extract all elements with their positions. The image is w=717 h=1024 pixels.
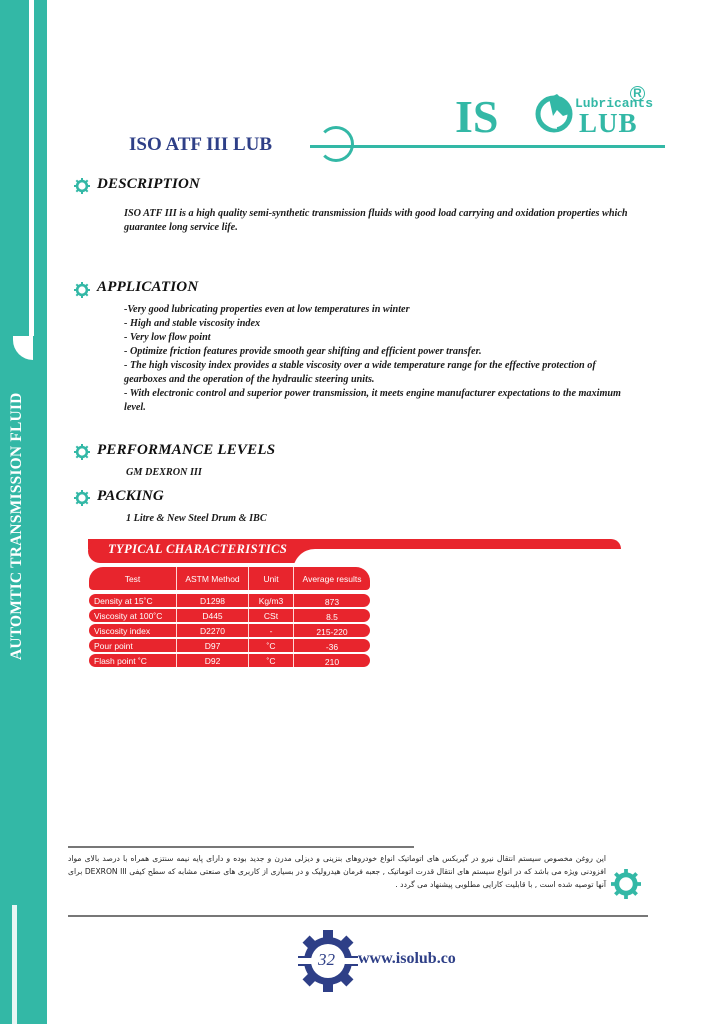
description-text: ISO ATF III is a high quality semi-synthetic transmission fluids with good load carrying and oxidation properties which guarantee long service life. (124, 208, 628, 233)
isolub-logo (445, 88, 665, 148)
table-header-row (89, 567, 370, 590)
cell-result: 8.5 (326, 612, 338, 622)
logo-lub-text: LUB (579, 108, 638, 138)
table-row (89, 609, 370, 622)
header-unit: Unit (249, 567, 294, 590)
description-heading: DESCRIPTION (97, 176, 201, 192)
cell-test: Viscosity index (89, 624, 177, 637)
header-average-results: Average results (302, 573, 362, 584)
packing-text: 1 Litre & New Steel Drum & IBC (126, 513, 267, 524)
application-list (124, 303, 639, 415)
cell-method: D2270 (177, 624, 249, 637)
horse-head-icon (535, 92, 573, 134)
cell-result: -36 (325, 642, 339, 652)
logo-lubricants-text: Lubricants (575, 96, 654, 111)
application-item: - Very low flow point (124, 332, 211, 343)
sidebar-bar-thin (34, 0, 47, 1024)
cell-unit: ˚C (249, 639, 294, 652)
cell-test: Flash point ˚C (89, 654, 177, 667)
footer-divider-bottom (68, 915, 648, 917)
gear-icon (74, 282, 90, 298)
application-item: - High and stable viscosity index (124, 318, 261, 329)
gear-icon (74, 490, 90, 506)
footer-divider-top (68, 846, 414, 848)
header-astm-method: ASTM Method (177, 567, 249, 590)
registered-mark-icon: R (630, 86, 645, 101)
cell-test: Pour point (89, 639, 177, 652)
gear-icon (74, 444, 90, 460)
table-row (89, 624, 370, 637)
cell-unit: - (249, 624, 294, 637)
vertical-category-title: AUTOMTIC TRANSMISSION FLUID (8, 392, 25, 660)
cell-unit: Kg/m3 (249, 594, 294, 607)
gear-icon (611, 869, 641, 899)
cell-method: D97 (177, 639, 249, 652)
header-test: Test (89, 567, 177, 590)
application-heading: APPLICATION (97, 279, 199, 295)
cell-method: D445 (177, 609, 249, 622)
website-link[interactable]: www.isolub.co (358, 950, 456, 967)
performance-heading: PERFORMANCE LEVELS (97, 442, 276, 458)
cell-test: Viscosity at 100˚C (89, 609, 177, 622)
application-item: - The high viscosity index provides a stable viscosity over a wide temperature range for the effective protection of gearboxes and the operation of the hydraulic steering units. (124, 360, 596, 385)
application-item: - With electronic control and superior power transmission, it meets engine manufacturer expectations to the maximum level. (124, 388, 621, 413)
characteristics-table (89, 567, 370, 669)
application-item: -Very good lubricating properties even at low temperatures in winter (124, 304, 410, 315)
cell-result: 873 (324, 597, 340, 607)
table-row (89, 594, 370, 607)
page-number: 32 (318, 950, 335, 969)
cell-method: D1298 (177, 594, 249, 607)
header-rule (310, 145, 665, 148)
cell-test: Density at 15˚C (89, 594, 177, 607)
product-title: ISO ATF III LUB (129, 134, 273, 155)
characteristics-banner (88, 537, 621, 564)
table-row (89, 654, 370, 667)
application-item: - Optimize friction features provide smooth gear shifting and efficient power transfer. (124, 346, 482, 357)
gear-icon (74, 178, 90, 194)
cell-result: 210 (324, 657, 340, 667)
logo-iso-text: IS (455, 91, 499, 142)
characteristics-title: TYPICAL CHARACTERISTICS (108, 542, 288, 556)
title-arc-decoration (318, 126, 354, 162)
persian-description: این روغن مخصوص سیستم انتقال نیرو در گیربکس های اتوماتیک انواع خودروهای بنزینی و دیزلی مدرن و جدید بوده و دارای پایه نیمه سنتزی همراه با درصد بالای مواد افزودنی ویژه می باشد که در انواع سیستم های انتقال قدرت اتوماتیک , جعبه فرمان هیدرولیک و در بسیاری از کاربری های صنعتی مشابه که سطح کیفی DEXRON III برای آنها توصیه شده است , با قابلیت کارایی مطلوبی پیشنهاد می گردد . (68, 854, 606, 889)
cell-method: D92 (177, 654, 249, 667)
performance-text: GM DEXRON III (126, 467, 202, 478)
sidebar-gap (12, 905, 17, 1024)
cell-unit: CSt (249, 609, 294, 622)
table-row (89, 639, 370, 652)
cell-result: 215-220 (316, 627, 348, 637)
packing-heading: PACKING (97, 488, 164, 504)
cell-unit: ˚C (249, 654, 294, 667)
